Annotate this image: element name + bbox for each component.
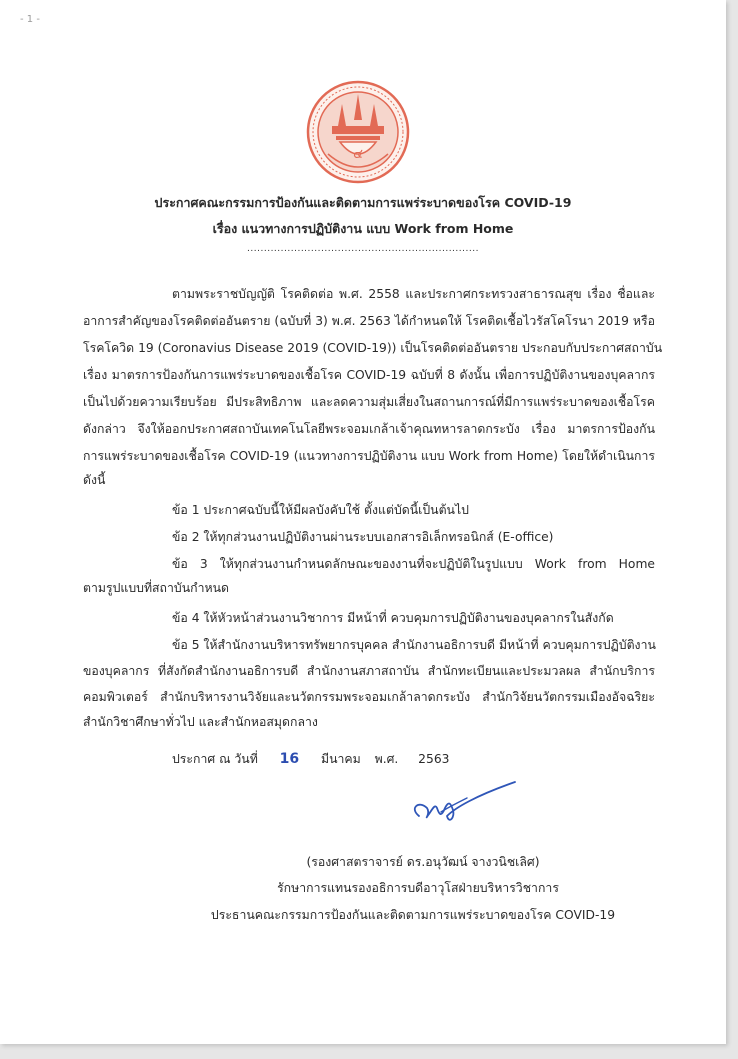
body-line-2: อาการสำคัญของโรคติดต่ออันตราย (ฉบับที่ 3) พ.ศ. 2563 ได้กำหนดให้ โรคติดเชื้อไวรัสโคโรนา 2019 หรือ xyxy=(83,314,655,328)
clause-2: ข้อ 2 ให้ทุกส่วนงานปฏิบัติงานผ่านระบบเอกสารอิเล็กทรอนิกส์ (E-office) xyxy=(172,530,554,544)
signatory-name: (รองศาสตราจารย์ ดร.อนุวัฒน์ จางวนิชเลิศ) xyxy=(306,855,540,869)
announcement-title: ประกาศคณะกรรมการป้องกันและติดตามการแพร่ระบาดของโรค COVID-19 xyxy=(154,195,572,210)
institution-seal-icon xyxy=(306,80,410,184)
body-line-3: โรคโควิด 19 (Coronavius Disease 2019 (COVID-19)) เป็นโรคติดต่ออันตราย ประกอบกับประกาศสถาบัน xyxy=(83,341,663,355)
clause-5-line-1: ข้อ 5 ให้สำนักงานบริหารทรัพยากรบุคคล สำนักงานอธิการบดี มีหน้าที่ ควบคุมการปฏิบัติงาน xyxy=(172,638,656,652)
date-day: 16 xyxy=(279,751,300,767)
announcement-subject: เรื่อง แนวทางการปฏิบัติงาน แบบ Work from Home xyxy=(212,221,514,236)
announcement-date xyxy=(172,751,449,767)
signatory-position-1: รักษาการแทนรองอธิการบดีอาวุโสฝ่ายบริหารวิชาการ xyxy=(277,881,559,895)
clause-5-line-2: ของบุคลากร ที่สังกัดสำนักงานอธิการบดี สำนักงานสภาสถาบัน สำนักทะเบียนและประมวลผล สำนักบริการ xyxy=(83,664,655,678)
clause-3-line-1: ข้อ 3 ให้ทุกส่วนงานกำหนดลักษณะของงานที่จะปฏิบัติในรูปแบบ Work from Home xyxy=(172,557,655,571)
clause-1: ข้อ 1 ประกาศฉบับนี้ให้มีผลบังคับใช้ ตั้งแต่บัดนี้เป็นต้นไป xyxy=(172,503,469,517)
date-year: 2563 xyxy=(418,752,450,766)
clause-4: ข้อ 4 ให้หัวหน้าส่วนงานวิชาการ มีหน้าที่ ควบคุมการปฏิบัติงานของบุคลากรในสังกัด xyxy=(172,611,614,625)
body-line-4: เรื่อง มาตรการป้องกันการแพร่ระบาดของเชื้อโรค COVID-19 ฉบับที่ 8 ดังนั้น เพื่อการปฏิบัติงานของบุคลากร xyxy=(83,368,655,382)
body-line-8: ดังนี้ xyxy=(83,473,106,487)
handwritten-signature xyxy=(405,778,525,828)
signatory-position-2: ประธานคณะกรรมการป้องกันและติดตามการแพร่ระบาดของโรค COVID-19 xyxy=(210,908,616,922)
body-line-1: ตามพระราชบัญญัติ โรคติดต่อ พ.ศ. 2558 และประกาศกระทรวงสาธารณสุข เรื่อง ชื่อและ xyxy=(172,287,655,301)
svg-text:๔: ๔ xyxy=(353,147,363,162)
clause-5-line-3: คอมพิวเตอร์ สำนักบริหารงานวิจัยและนวัตกรรมพระจอมเกล้าลาดกระบัง สำนักวิจัยนวัตกรรมเมืองอัจฉริยะ xyxy=(83,690,655,704)
body-line-7: การแพร่ระบาดของเชื้อโรค COVID-19 (แนวทางการปฏิบัติงาน แบบ Work from Home) โดยให้ดำเนินการ xyxy=(83,449,655,463)
date-prefix: ประกาศ ณ วันที่ xyxy=(172,752,258,766)
title-divider: ..................................................................... xyxy=(247,244,479,254)
clause-5-line-4: สำนักวิชาศึกษาทั่วไป และสำนักหอสมุดกลาง xyxy=(83,715,318,729)
body-line-5: เป็นไปด้วยความเรียบร้อย มีประสิทธิภาพ และลดความสุ่มเสี่ยงในสถานการณ์ที่มีการแพร่ระบาดของเชื้อโรค xyxy=(83,395,655,409)
page-number: - 1 - xyxy=(20,14,40,25)
date-month: มีนาคม xyxy=(321,752,361,766)
date-era: พ.ศ. xyxy=(374,752,399,766)
clause-3-line-2: ตามรูปแบบที่สถาบันกำหนด xyxy=(83,581,229,595)
body-line-6: ดังกล่าว จึงให้ออกประกาศสถาบันเทคโนโลยีพระจอมเกล้าเจ้าคุณทหารลาดกระบัง เรื่อง มาตรการป้องกัน xyxy=(83,422,655,436)
